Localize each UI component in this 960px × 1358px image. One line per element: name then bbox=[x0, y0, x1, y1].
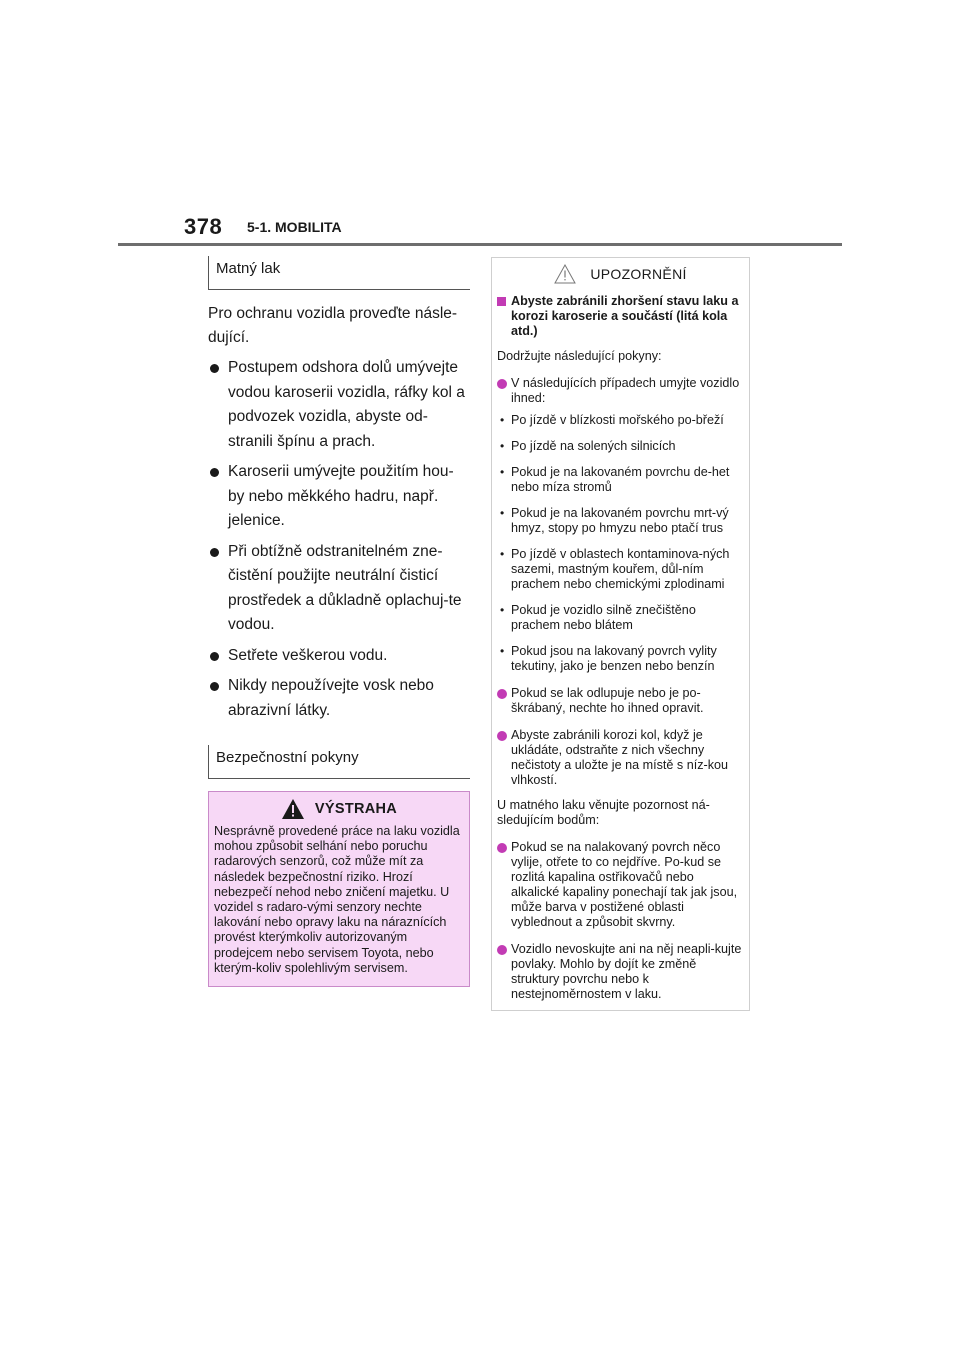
section-title: 5-1. MOBILITA bbox=[247, 219, 342, 235]
circle-bullet-icon bbox=[497, 731, 507, 741]
list-item: Setřete veškerou vodu. bbox=[208, 644, 470, 669]
list-item: Při obtížně odstranitelném zne-čistění použijte neutrální čisticí prostředek a důkladně oplachuj-te vodou. bbox=[208, 540, 470, 638]
circle-bullet-icon bbox=[497, 843, 507, 853]
list-item: • Pokud je na lakovaném povrchu de-het nebo míza stromů bbox=[500, 465, 730, 494]
warning-text: Nesprávně provedené práce na laku vozidla mohou způsobit selhání nebo poruchu radarových senzorů, což může mít za následek bezpečnostní riziko. Hrozí nebezpečí nehod nebo zničení majetku. U vozidel s radaro-vými senzory nechte lakování nebo opravy laku na náraznících provést kterýmkoliv autorizovaným prodejcem nebo servisem Toyota, nebo kterým-koliv spolehlivým servisem. bbox=[214, 824, 460, 975]
list-item: • Po jízdě v blízkosti mořského po-břeží bbox=[500, 413, 724, 427]
list-item: • Po jízdě v oblastech kontaminova-ných sazemi, mastným kouřem, důl-ním prachem nebo chemickými zplodinami bbox=[500, 547, 730, 591]
header-divider bbox=[118, 243, 842, 246]
bullet-icon bbox=[210, 364, 219, 373]
bullet-icon bbox=[210, 468, 219, 477]
list-item: • Po jízdě na solených silnicích bbox=[500, 439, 676, 453]
caution-intro: Dodržujte následující pokyny: bbox=[497, 349, 662, 363]
left-column bbox=[208, 256, 470, 987]
list-item: • Pokud je na lakovaném povrchu mrt-vý hmyz, stopy po hmyzu nebo ptačí trus bbox=[500, 506, 729, 535]
bullet-icon bbox=[210, 682, 219, 691]
caution-header bbox=[492, 260, 749, 288]
warning-triangle-icon bbox=[281, 798, 305, 820]
subheading-safety: Bezpečnostní pokyny bbox=[208, 745, 470, 779]
list-item: Postupem odshora dolů umývejte vodou karoserii vozidla, ráfky kol a podvozek vozidla, abyste od-stranili špínu a prach. bbox=[208, 356, 470, 454]
warning-title: VÝSTRAHA bbox=[314, 801, 398, 817]
caution-triangle-icon bbox=[554, 264, 576, 284]
warning-header bbox=[209, 792, 469, 824]
caution-point: Pokud se na nalakovaný povrch něco vylije, otřete to co nejdříve. Po-kud se rozlitá kapalina ostřikovačů nebo alkalické kapaliny ponechají tak jak jsou, může barva v postižené oblasti vyblednout a způsobit skvrny. bbox=[497, 840, 744, 930]
matte-paint-intro: U matného laku věnujte pozornost ná-sledujícím bodům: bbox=[497, 798, 710, 827]
circle-bullet-icon bbox=[497, 945, 507, 955]
caution-point: Abyste zabránili korozi kol, když je ukládáte, odstraňte z nich všechny nečistoty a uložte je na místě s níz-kou vlhkostí. bbox=[497, 728, 744, 788]
page-header bbox=[0, 0, 960, 250]
page-number: 378 bbox=[184, 214, 223, 239]
caution-point: Vozidlo nevoskujte ani na něj neapli-kujte povlaky. Mohlo by dojít ke změně struktury povrchu nebo k nestejnoměrnostem v laku. bbox=[497, 942, 744, 1002]
caution-title: UPOZORNĚNÍ bbox=[590, 266, 687, 282]
caution-body bbox=[492, 288, 749, 1002]
circle-bullet-icon bbox=[497, 689, 507, 699]
list-item: • Pokud je vozidlo silně znečištěno prachem nebo blátem bbox=[500, 603, 696, 632]
bullet-icon bbox=[210, 548, 219, 557]
care-steps-list bbox=[208, 356, 470, 723]
list-item: Karoserii umývejte použitím hou-by nebo měkkého hadru, např. jelenice. bbox=[208, 460, 470, 534]
bullet-icon bbox=[210, 652, 219, 661]
caution-point: V následujících případech umyjte vozidlo ihned: bbox=[497, 376, 744, 406]
subheading-matte-paint: Matný lak bbox=[208, 256, 470, 290]
circle-bullet-icon bbox=[497, 379, 507, 389]
list-item: Nikdy nepoužívejte vosk nebo abrazivní látky. bbox=[208, 674, 470, 723]
list-item: • Pokud jsou na lakovaný povrch vylity tekutiny, jako je benzen nebo benzín bbox=[500, 644, 717, 673]
caution-box bbox=[491, 257, 750, 1011]
warning-box bbox=[208, 791, 470, 987]
caution-point: Pokud se lak odlupuje nebo je po-škrábaný, nechte ho ihned opravit. bbox=[497, 686, 744, 716]
intro-paragraph: Pro ochranu vozidla proveďte násle-dující. bbox=[208, 305, 458, 346]
square-bullet-icon bbox=[497, 297, 506, 306]
caution-heading: Abyste zabránili zhoršení stavu laku a korozi karoserie a součástí (litá kola atd.) bbox=[497, 294, 744, 339]
